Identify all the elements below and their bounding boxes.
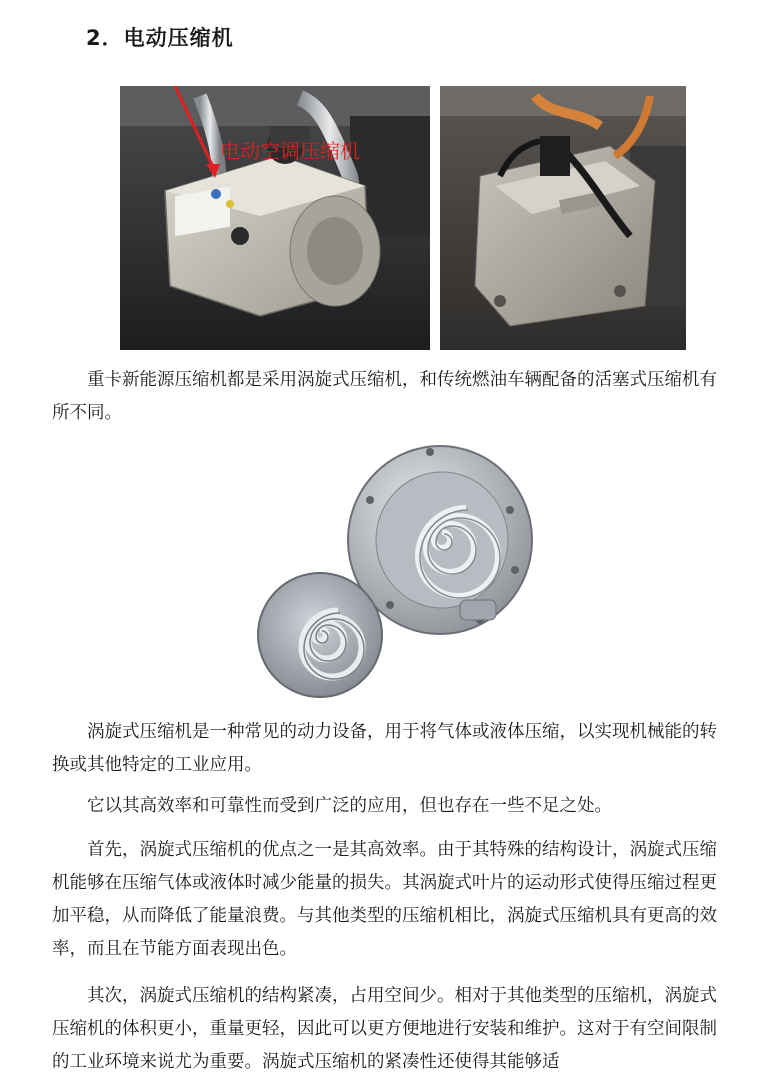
scroll-parts-illustration xyxy=(230,440,560,710)
scroll-parts-svg xyxy=(230,440,560,710)
section-heading: 2．电动压缩机 xyxy=(86,26,234,50)
paragraph-efficiency: 首先，涡旋式压缩机的优点之一是其高效率。由于其特殊的结构设计，涡旋式压缩机能够在压缩气体或液体时减少能量的损失。其涡旋式叶片的运动形式使得压缩过程更加平稳，从而降低了能量浪费。与其他类型的压缩机相比，涡旋式压缩机具有更高的效率，而且在节能方面表现出色。 xyxy=(52,840,717,959)
paragraph-definition: 涡旋式压缩机是一种常见的动力设备，用于将气体或液体压缩，以实现机械能的转换或其他特定的工业应用。 xyxy=(52,722,717,775)
compressor-closeup-illustration xyxy=(440,86,686,350)
compressor-closeup-photo xyxy=(440,86,686,350)
compressor-photo xyxy=(120,86,430,350)
compressor-illustration xyxy=(120,86,430,350)
paragraph-overview: 它以其高效率和可靠性而受到广泛的应用，但也存在一些不足之处。 xyxy=(87,796,612,816)
paragraph-intro: 重卡新能源压缩机都是采用涡旋式压缩机，和传统燃油车辆配备的活塞式压缩机有所不同。 xyxy=(52,370,717,423)
paragraph-compactness: 其次，涡旋式压缩机的结构紧凑，占用空间少。相对于其他类型的压缩机，涡旋式压缩机的体积更小，重量更轻，因此可以更方便地进行安装和维护。这对于有空间限制的工业环境来说尤为重要。涡旋式压缩机的紧凑性还使得其能够适 xyxy=(52,986,717,1072)
compressor-label: 电动空调压缩机 xyxy=(220,139,360,163)
